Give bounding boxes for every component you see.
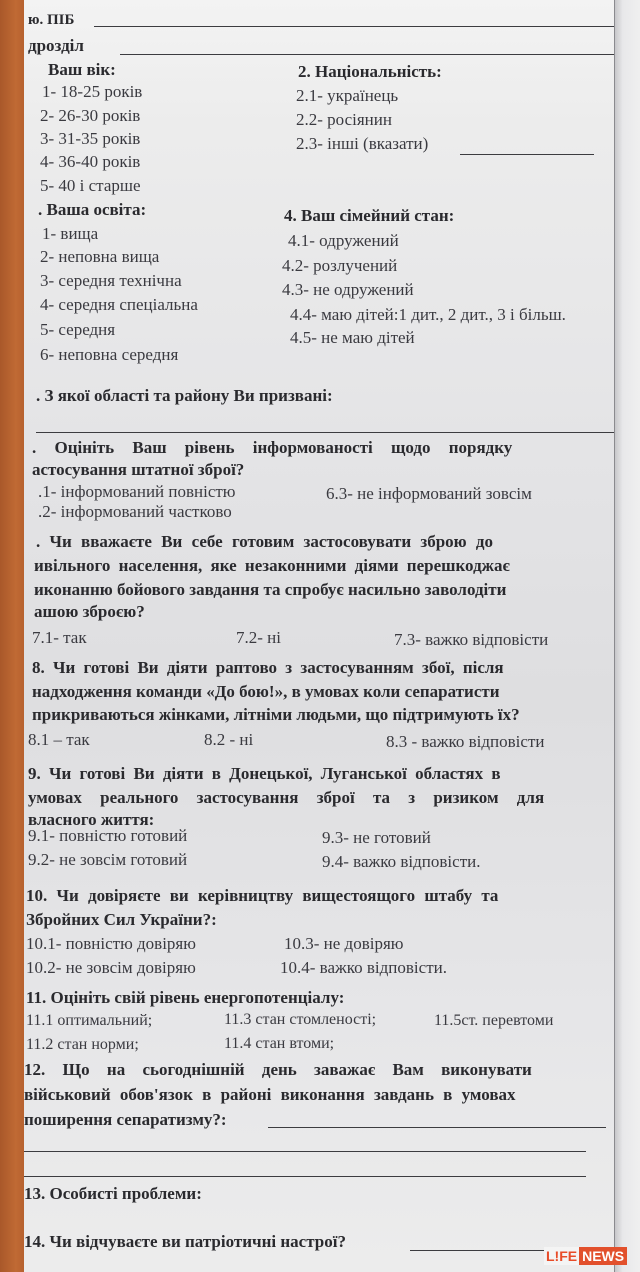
- q9-title-line3: власного життя:: [28, 810, 155, 829]
- q14-title: 14. Чи відчуваєте ви патріотичні настрої?: [24, 1232, 346, 1251]
- q10-option: 10.4- важко відповісти.: [280, 958, 447, 977]
- q3-title: . Ваша освіта:: [38, 200, 147, 219]
- q11-option: 11.1 оптимальний;: [26, 1012, 153, 1029]
- q2-title: 2. Національність:: [298, 62, 442, 81]
- watermark-life: L!FE: [546, 1248, 578, 1264]
- q1-option: 3- 31-35 років: [40, 129, 141, 148]
- q3-option: 3- середня технічна: [40, 271, 182, 290]
- name-fill-line[interactable]: [94, 26, 624, 27]
- q9-option: 9.4- важко відповісти.: [322, 852, 481, 871]
- q6-option: 6.3- не інформований зовсім: [326, 484, 532, 503]
- q6-title-line2: астосування штатної зброї?: [32, 460, 245, 479]
- q8-option: 8.2 - ні: [204, 730, 254, 749]
- name-label: ю. ПІБ: [28, 12, 75, 28]
- q8-option: 8.3 - важко відповісти: [386, 732, 545, 751]
- q9-option: 9.1- повністю готовий: [28, 826, 188, 845]
- q10-title-line2: Збройних Сил України?:: [26, 910, 217, 929]
- watermark-news: NEWS: [579, 1247, 627, 1265]
- q7-option: 7.1- так: [32, 628, 87, 647]
- q12-fill-line-3[interactable]: [24, 1176, 586, 1177]
- q3-option: 6- неповна середня: [40, 345, 179, 364]
- q10-option: 10.3- не довіряю: [284, 934, 404, 953]
- q7-option: 7.3- важко відповісти: [394, 630, 549, 649]
- q2-option: 2.3- інші (вказати): [296, 134, 429, 153]
- q7-option: 7.2- ні: [236, 628, 281, 647]
- q4-option: 4.1- одружений: [288, 231, 399, 250]
- q1-option: 5- 40 і старше: [40, 176, 141, 195]
- q1-option: 2- 26-30 років: [40, 106, 141, 125]
- questionnaire-sheet: [24, 0, 640, 1272]
- q3-option: 2- неповна вища: [40, 247, 160, 266]
- q9-title-line2: умовах реального застосування зброї та з ризиком для: [28, 788, 545, 807]
- q3-option: 4- середня спеціальна: [40, 295, 198, 314]
- q10-option: 10.2- не зовсім довіряю: [26, 958, 196, 977]
- q3-option: 1- вища: [42, 224, 99, 243]
- unit-fill-line[interactable]: [120, 54, 640, 55]
- q8-title-line1: 8. Чи готові Ви діяти раптово з застосуванням збої, після: [32, 658, 504, 677]
- q11-option: 11.5ст. перевтоми: [434, 1012, 554, 1029]
- q4-title: 4. Ваш сімейний стан:: [284, 206, 455, 225]
- q7-title-line3: иконанню бойового завдання та спробує насильно заволодіти: [34, 580, 507, 599]
- q11-title: 11. Оцініть свій рівень енергопотенціалу:: [26, 988, 345, 1007]
- q6-title-line1: . Оцініть Ваш рівень інформованості щодо порядку: [32, 438, 513, 457]
- q2-option: 2.2- росіянин: [296, 110, 392, 129]
- q10-option: 10.1- повністю довіряю: [26, 934, 196, 953]
- q11-option: 11.2 стан норми;: [26, 1036, 139, 1053]
- q7-title-line2: ивільного населення, яке незаконними діями перешкоджає: [34, 556, 510, 575]
- q9-title-line1: 9. Чи готові Ви діяти в Донецької, Луганської областях в: [28, 764, 501, 783]
- q12-title-line3: поширення сепаратизму?:: [24, 1110, 227, 1129]
- q4-option: 4.3- не одружений: [282, 280, 414, 299]
- q2-option: 2.1- українець: [296, 86, 399, 105]
- q4-option: 4.2- розлучений: [282, 256, 398, 275]
- q1-option: 1- 18-25 років: [42, 82, 143, 101]
- q5-fill-line[interactable]: [36, 432, 616, 433]
- q7-title-line1: . Чи вважаєте Ви себе готовим застосовувати зброю до: [36, 532, 494, 551]
- q13-title: 13. Особисті проблеми:: [24, 1184, 202, 1203]
- q12-title-line2: військовий обов'язок в районі виконання завдань в умовах: [24, 1085, 516, 1104]
- q9-option: 9.2- не зовсім готовий: [28, 850, 188, 869]
- q1-title: Ваш вік:: [48, 60, 116, 79]
- q6-option: .1- інформований повністю: [38, 482, 236, 501]
- q9-option: 9.3- не готовий: [322, 828, 431, 847]
- q8-title-line3: прикриваються жінками, літніми людьми, що підтримують їх?: [32, 705, 520, 724]
- q6-option: .2- інформований частково: [38, 502, 232, 521]
- q4-option: 4.4- маю дітей:1 дит., 2 дит., 3 і більш.: [290, 305, 566, 324]
- q11-option: 11.4 стан втоми;: [224, 1035, 335, 1052]
- q11-option: 11.3 стан стомленості;: [224, 1011, 377, 1028]
- q14-fill-line[interactable]: [410, 1250, 558, 1251]
- q12-fill-line-2[interactable]: [24, 1151, 586, 1152]
- q8-option: 8.1 – так: [28, 730, 90, 749]
- unit-label: дрозділ: [28, 36, 84, 55]
- q8-title-line2: надходження команди «До бою!», в умовах коли сепаратисти: [32, 682, 500, 701]
- paper-fold-edge: [614, 0, 640, 1272]
- q4-option: 4.5- не маю дітей: [290, 328, 415, 347]
- q3-option: 5- середня: [40, 320, 116, 339]
- q1-option: 4- 36-40 років: [40, 152, 141, 171]
- q5-title: . З якої області та району Ви призвані:: [36, 386, 333, 405]
- q7-title-line4: ашою зброєю?: [34, 602, 145, 621]
- lifenews-watermark: [544, 1247, 627, 1265]
- q10-title-line1: 10. Чи довіряєте ви керівництву вищестоящого штабу та: [26, 886, 499, 905]
- q2-other-fill-line[interactable]: [460, 154, 594, 155]
- q12-title-line1: 12. Що на сьогоднішній день заважає Вам виконувати: [24, 1060, 532, 1079]
- q12-fill-line[interactable]: [268, 1127, 606, 1128]
